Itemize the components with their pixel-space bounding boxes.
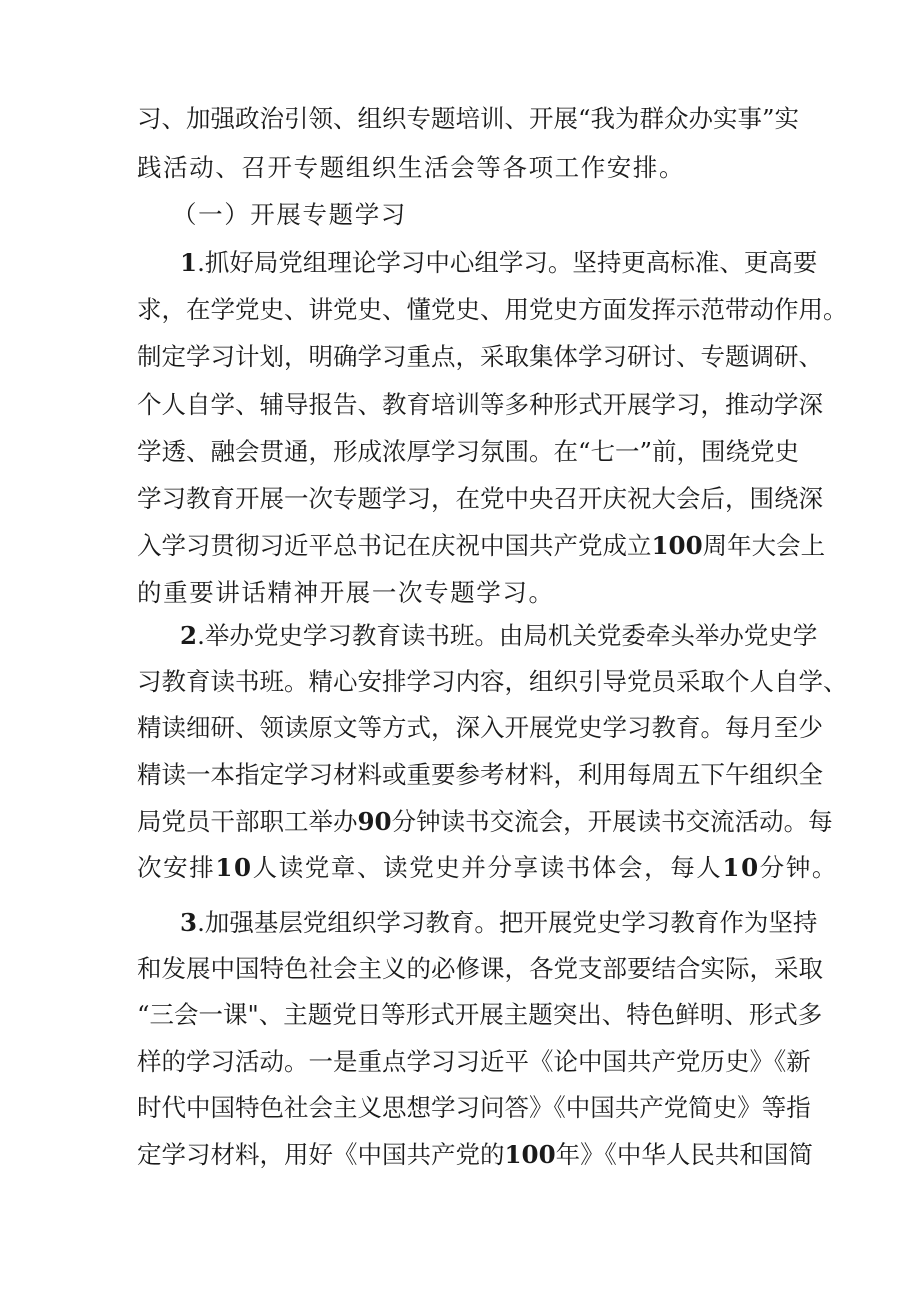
text-line: 3.加强基层党组织学习教育。把开展党史学习教育作为坚持: [180, 908, 818, 937]
text-line: 学透、融会贯通，形成浓厚学习氛围。在“七一”前，围绕党史: [137, 437, 800, 466]
text-line: 1.抓好局党组理论学习中心组学习。坚持更高标准、更高要: [180, 248, 818, 277]
text-line: 个人自学、辅导报告、教育培训等多种形式开展学习，推动学深: [137, 390, 823, 419]
text-line: 时代中国特色社会主义思想学习问答》《中国共产党简史》等指: [137, 1093, 811, 1122]
text-line: 学习教育开展一次专题学习，在党中央召开庆祝大会后，围绕深: [137, 484, 823, 513]
text-line: 践活动、召开专题组织生活会等各项工作安排。: [137, 153, 686, 182]
text-line: 精读一本指定学习材料或重要参考材料，利用每周五下午组织全: [137, 760, 823, 789]
text-line: 习、加强政治引领、组织专题培训、开展“我为群众办实事”实: [137, 104, 800, 133]
text-line: 局党员干部职工举办90分钟读书交流会，开展读书交流活动。每: [137, 807, 833, 836]
text-line: 定学习材料，用好《中国共产党的100年》《中华人民共和国简: [137, 1140, 813, 1169]
text-line: 和发展中国特色社会主义的必修课，各党支部要结合实际，采取: [137, 954, 823, 983]
section-heading: （一）开展专题学习: [172, 200, 407, 229]
text-line: 求，在学党史、讲党史、懂党史、用党史方面发挥示范带动作用。: [137, 295, 848, 324]
text-line: 次安排10人读党章、读党史并分享读书体会，每人10分钟。: [137, 853, 839, 882]
text-line: 的重要讲话精神开展一次专题学习。: [137, 578, 555, 607]
text-line: 习教育读书班。精心安排学习内容，组织引导党员采取个人自学、: [137, 667, 848, 696]
text-line: 精读细研、领读原文等方式，深入开展党史学习教育。每月至少: [137, 713, 823, 742]
text-line: 制定学习计划，明确学习重点，采取集体学习研讨、专题调研、: [137, 342, 823, 371]
text-line: 入学习贯彻习近平总书记在庆祝中国共产党成立100周年大会上: [137, 531, 826, 560]
text-line: 2.举办党史学习教育读书班。由局机关党委牵头举办党史学: [180, 621, 818, 650]
text-line: 样的学习活动。一是重点学习习近平《论中国共产党历史》《新: [137, 1047, 811, 1076]
text-line: “三会一课"、主题党日等形式开展主题突出、特色鲜明、形式多: [137, 1000, 823, 1029]
